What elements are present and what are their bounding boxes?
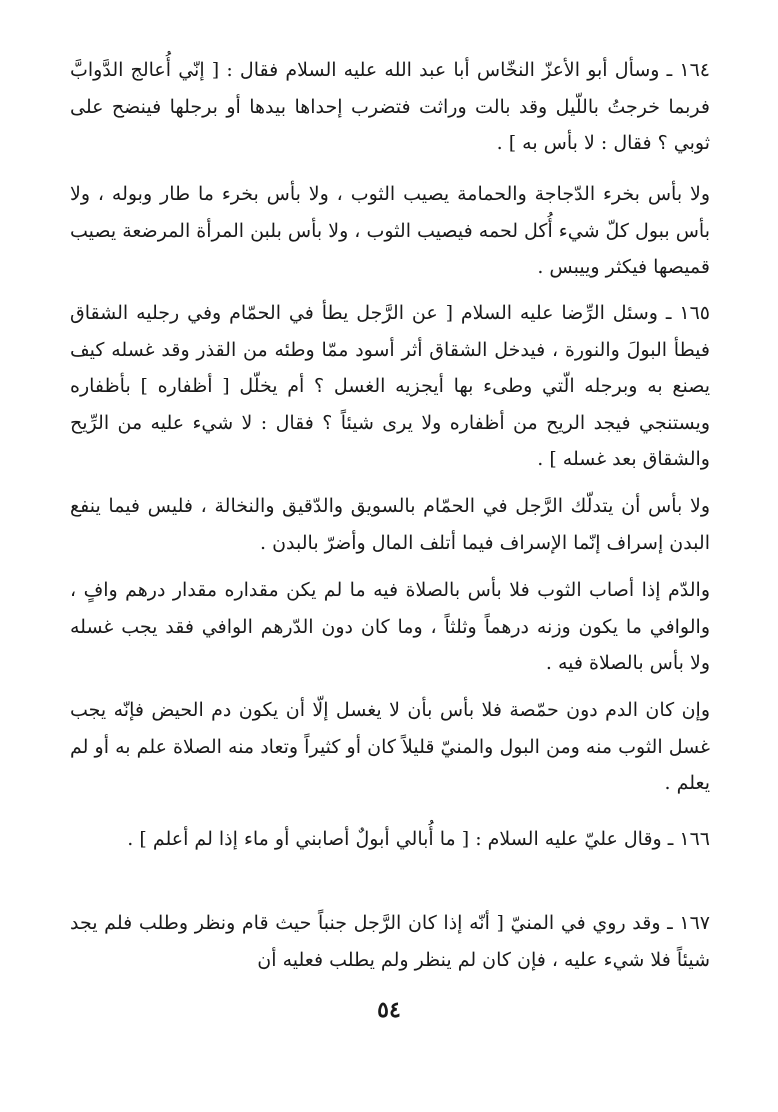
paragraph-hadith-166: ١٦٦ ـ وقال عليّ عليه السلام : [ ما أُبالي أبولٌ أصابني أو ماء إذا لم أعلم ] . <box>127 828 710 850</box>
paragraph-hadith-167: ١٦٧ ـ وقد روي في المنيّ [ أنّه إذا كان الرَّجل جنباً حيث قام ونظر وطلب فلم يجد شيئاً فلا شيء عليه ، فإن كان لم ينظر ولم يطلب فعليه أن <box>70 912 710 971</box>
paragraph-blood-hummus: وإن كان الدم دون حمّصة فلا بأس بأن لا يغسل إلّا أن يكون دم الحيض فإنّه يجب غسل الثوب منه ومن البول والمنيّ قليلاً كان أو كثيراً وتعاد منه الصلاة علم به أو لم يعلم . <box>70 699 710 794</box>
paragraph-blood-dirham: والدّم إذا أصاب الثوب فلا بأس بالصلاة فيه ما لم يكن مقداره مقدار درهم وافٍ ، والوافي ما يكون وزنه درهماً وثلثاً ، وما كان دون الدّرهم الوافي فقد يجب غسله ولا بأس بالصلاة فيه . <box>70 579 710 674</box>
paragraph-bird-droppings: ولا بأس بخرء الدّجاجة والحمامة يصيب الثوب ، ولا بأس بخرء ما طار وبوله ، ولا بأس ببول كلّ شيء أُكل لحمه فيصيب الثوب ، ولا بأس بلبن المرأة المرضعة يصيب قميصها فيكثر وييبس . <box>70 183 710 278</box>
paragraph-bathhouse: ولا بأس أن يتدلّك الرَّجل في الحمّام بالسويق والدّقيق والنخالة ، فليس فيما ينفع البدن إسراف إنّما الإسراف فيما أتلف المال وأضرّ بالبدن . <box>70 495 710 554</box>
paragraph-hadith-164: ١٦٤ ـ وسأل أبو الأعزّ النخّاس أبا عبد الله عليه السلام فقال : [ إنّي أُعالج الدَّوابَّ فربما خرجتُ باللّيل وقد بالت وراثت فتضرب إحداها بيدها أو برجلها فينضح على ثوبي ؟ فقال : لا بأس به ] . <box>70 59 710 154</box>
paragraph-hadith-165: ١٦٥ ـ وسئل الرِّضا عليه السلام [ عن الرَّجل يطأ في الحمّام وفي رجليه الشقاق فيطأ البولَ والنورة ، فيدخل الشقاق أثر أسود ممّا وطئه من القذر وقد غسله كيف يصنع به وبرجله الّتي وطىء بها أيجزيه الغسل ؟ أم يخلّل [ أظفاره ] بأظفاره ويستنجي فيجد الريح من أظفاره ولا يرى شيئاً ؟ فقال : لا شيء عليه من الرِّيح والشقاق بعد غسله ] . <box>70 302 710 470</box>
page-number: ٥٤ <box>377 997 401 1023</box>
